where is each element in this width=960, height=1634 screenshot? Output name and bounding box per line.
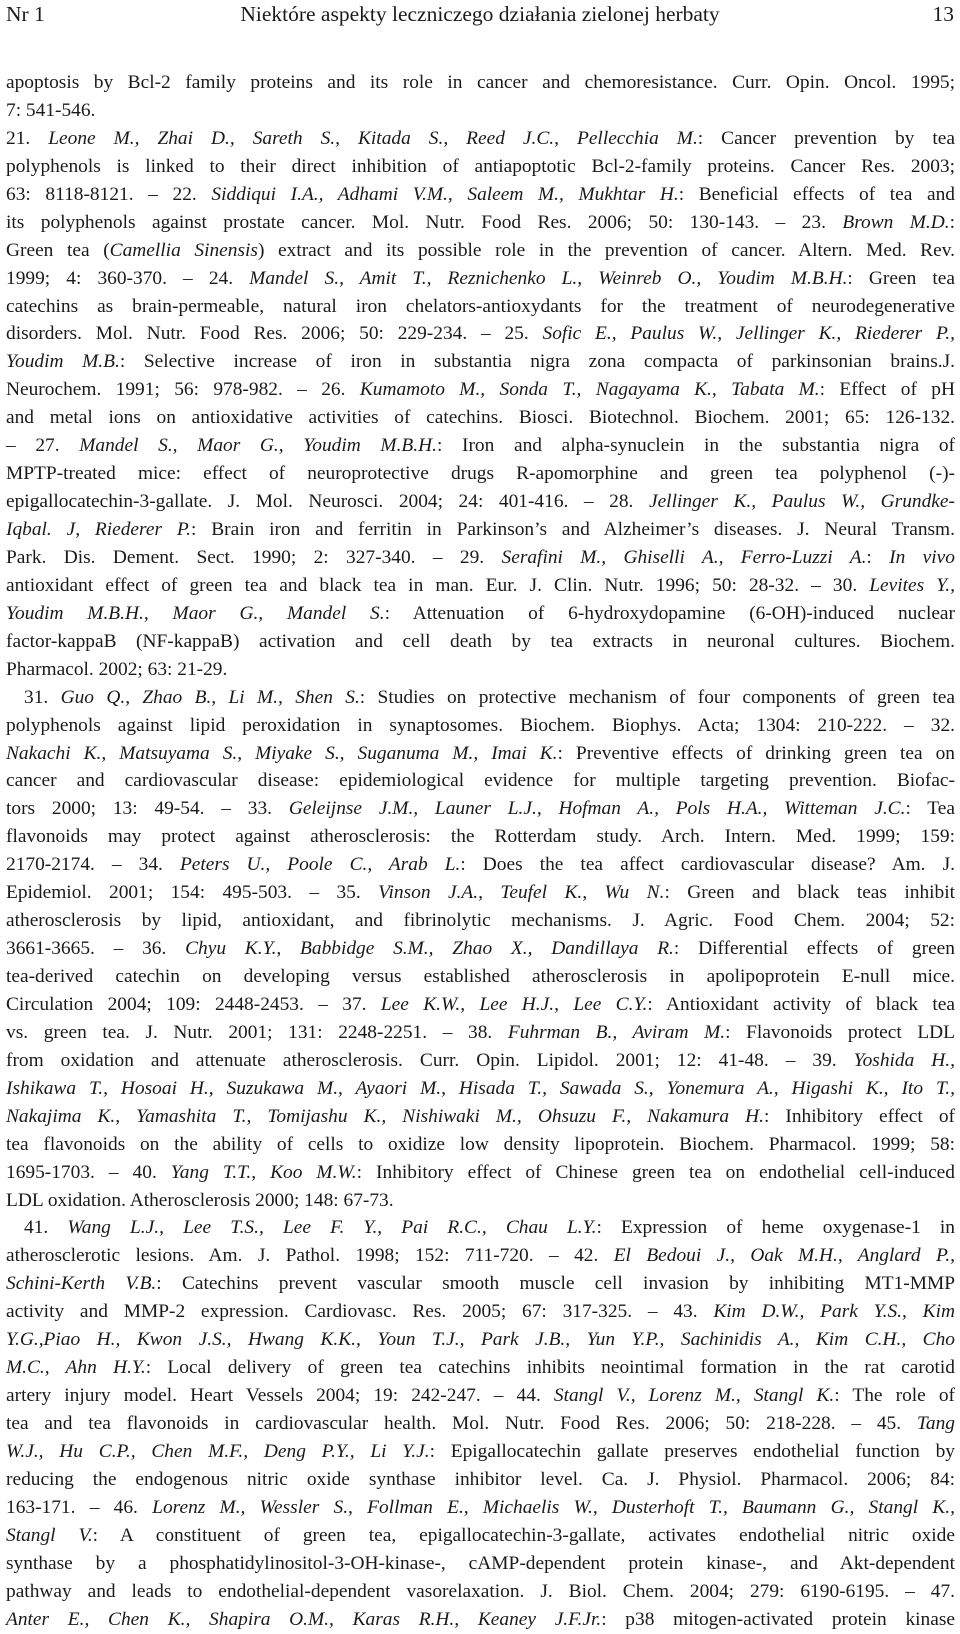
text-segment: cancer and cardiovascular disease: epidemiological evidence for multiple targeting prevention. Biofac- (6, 770, 955, 792)
text-segment: 7: 541-546. (6, 99, 96, 121)
text-line (6, 600, 955, 628)
author-names: Yoshida H., (853, 1049, 955, 1071)
text-segment: : Beneficial effects of tea and (678, 183, 955, 205)
text-segment: tea flavonoids on the ability of cells to oxidize low density lipoprotein. Biochem. Pharmacol. 1999; 58: (6, 1133, 955, 1155)
author-names: Yang T.T., Koo M.W. (170, 1161, 357, 1183)
author-names: M.C., Ahn H.Y. (6, 1357, 146, 1379)
author-names: Fuhrman B., Aviram M. (507, 1021, 726, 1043)
text-segment: : Attenuation of 6-hydroxydopamine (6-OH)-induced nuclear (384, 602, 955, 624)
author-names: Jellinger K., Paulus W., Grundke- (648, 491, 955, 513)
text-segment: : Catechins prevent vascular smooth muscle cell invasion by inhibiting MT1-MMP (156, 1273, 956, 1295)
text-segment: ) extract and its possible role in the prevention of cancer. Altern. Med. Rev. (257, 239, 955, 261)
text-line (6, 265, 955, 293)
author-names: Sofic E., Paulus W., Jellinger K., Riederer P., (542, 323, 955, 345)
text-line (6, 1298, 955, 1326)
text-segment: : Expression of heme oxygenase-1 in (596, 1217, 955, 1239)
author-names: Tang (916, 1413, 955, 1434)
text-segment: antioxidant effect of green tea and black tea in man. Eur. J. Clin. Nutr. 1996; 50: 28-32. – 30. (6, 574, 870, 596)
text-segment: polyphenols against lipid peroxidation in synaptosomes. Biochem. Biophys. Acta; 1304: 210-222. – 32. (6, 714, 955, 736)
author-names: Nakachi K., Matsuyama S., Miyake S., Suganuma M., Imai K. (6, 742, 558, 764)
author-names: El Bedoui J., Oak M.H., Anglard P., (613, 1245, 956, 1267)
text-segment: 2170-2174. – 34. (6, 854, 180, 876)
text-segment: : Green tea (847, 267, 955, 289)
author-names: Guo Q., Zhao B., Li M., Shen S. (60, 686, 360, 708)
text-segment: tors 2000; 13: 49-54. – 33. (6, 798, 289, 820)
text-segment: : Preventive effects of drinking green tea on (557, 742, 956, 764)
text-segment: 41. (24, 1217, 68, 1239)
text-segment: Epidemiol. 2001; 154: 495-503. – 35. (6, 882, 379, 904)
text-line (6, 404, 955, 432)
text-line (6, 851, 955, 879)
text-segment: catechins as brain-permeable, natural iron chelators-antioxydants for the treatment of neurodegenerative (6, 295, 955, 317)
issue-number: Nr 1 (6, 2, 45, 26)
text-segment: tea-derived catechin on developing versus established atherosclerosis in apolipoprotein E-null mice. (6, 966, 955, 987)
text-segment: Circulation 2004; 109: 2448-2453. – 37. (6, 993, 381, 1015)
author-names: Iqbal. J, Riederer P. (6, 519, 192, 540)
author-names: Lee K.W., Lee H.J., Lee C.Y. (380, 993, 648, 1015)
running-title: Niektóre aspekty leczniczego działania zielonej herbaty (240, 2, 720, 26)
text-segment: : Selective increase of iron in substantia nigra zona compacta of parkinsonian brains.J. (119, 351, 955, 373)
text-segment: epigallocatechin-3-gallate. J. Mol. Neurosci. 2004; 24: 401-416. – 28. (6, 491, 649, 513)
text-line (6, 544, 955, 572)
author-names: Leone M., Zhai D., Sareth S., Kitada S., Reed J.C., Pellecchia M. (48, 127, 698, 149)
text-segment: polyphenols is linked to their direct inhibition of antiapoptotic Bcl-2-family proteins. Cancer Res. 2003; (6, 155, 955, 177)
author-names: Mandel S., Amit T., Reznichenko L., Weinreb O., Youdim M.B.H. (249, 267, 848, 289)
text-line (6, 488, 955, 516)
text-line (6, 376, 955, 404)
text-segment: 1999; 4: 360-370. – 24. (6, 267, 250, 289)
author-names: Lorenz M., Wessler S., Follman E., Michaelis W., Dusterhoft T., Baumann G., Stangl K., (152, 1496, 955, 1518)
text-line (6, 1410, 955, 1438)
author-names: Geleijnse J.M., Launer L.J., Hofman A., Pols H.A., Witteman J.C. (288, 798, 906, 820)
text-line (6, 153, 955, 181)
text-line (6, 69, 955, 97)
author-names: Peters U., Poole C., Arab L. (179, 854, 461, 876)
text-segment: : Local delivery of green tea catechins inhibits neointimal formation in the rat carotid (145, 1357, 955, 1379)
text-segment: pathway and leads to endothelial-dependent vasorelaxation. J. Biol. Chem. 2004; 279: 6190-6195. – 47. (6, 1580, 955, 1602)
author-names: Schini-Kerth V.B. (6, 1273, 157, 1295)
text-segment: reducing the endogenous nitric oxide synthase inhibitor level. Ca. J. Physiol. Pharmacol. 2006; 84: (6, 1468, 955, 1490)
text-line (6, 1578, 955, 1606)
author-names: Levites Y., (869, 574, 955, 596)
text-line (6, 1019, 955, 1047)
text-line (6, 1270, 955, 1298)
text-segment: : Antioxidant activity of black tea (647, 993, 955, 1015)
text-segment: : Green and black teas inhibit (664, 882, 956, 904)
text-line (6, 460, 955, 488)
text-line (6, 935, 955, 963)
author-names: Stangl V. (6, 1524, 93, 1546)
text-line (6, 181, 955, 209)
author-names: Stangl V., Lorenz M., Stangl K. (553, 1385, 835, 1407)
text-segment: : Differential effects of green (673, 938, 955, 960)
author-names: Youdim M.B. (6, 351, 120, 373)
text-line (6, 1326, 955, 1354)
text-segment: : Cancer prevention by tea (697, 127, 955, 149)
text-segment: synthase by a phosphatidylinositol-3-OH-kinase-, cAMP-dependent protein kinase-, and Akt-dependent (6, 1552, 955, 1574)
text-line (6, 1242, 955, 1270)
text-line (6, 1187, 955, 1215)
text-segment: vs. green tea. J. Nutr. 2001; 131: 2248-2251. – 38. (6, 1021, 508, 1043)
text-segment: : Brain iron and ferritin in Parkinson’s and Alzheimer’s diseases. J. Neural Transm. (191, 519, 955, 540)
text-segment: artery injury model. Heart Vessels 2004; 19: 242-247. – 44. (6, 1385, 554, 1407)
text-line (6, 1438, 955, 1466)
author-names: Camellia Sinensis (109, 239, 258, 261)
author-names: Wang L.J., Lee T.S., Lee F. Y., Pai R.C., Chau L.Y. (67, 1217, 597, 1239)
text-segment: Green tea ( (6, 239, 110, 261)
text-line (6, 879, 955, 907)
text-line (6, 1131, 955, 1159)
text-line (6, 1382, 955, 1410)
text-segment: : Studies on protective mechanism of four components of green tea (359, 686, 955, 708)
text-line (6, 125, 955, 153)
text-line (6, 516, 955, 544)
text-segment: : (866, 546, 890, 568)
text-segment: Neurochem. 1991; 56: 978-982. – 26. (6, 379, 360, 401)
text-segment: factor-kappaB (NF-kappaB) activation and cell death by tea extracts in neuronal cultures. Biochem. (6, 630, 955, 652)
author-names: Mandel S., Maor G., Youdim M.B.H. (79, 435, 437, 457)
text-line (6, 684, 955, 712)
running-header (6, 2, 954, 30)
text-line (6, 209, 955, 237)
text-segment: – 27. (6, 435, 80, 457)
reference-list (6, 69, 955, 1634)
text-segment: 31. (24, 686, 61, 708)
text-segment: LDL oxidation. Atherosclerosis 2000; 148: 67-73. (6, 1189, 394, 1211)
text-segment: : The role of (834, 1385, 955, 1407)
text-segment: from oxidation and attenuate atherosclerosis. Curr. Opin. Lipidol. 2001; 12: 41-48. – 39. (6, 1049, 854, 1071)
text-segment: tea and tea flavonoids in cardiovascular health. Mol. Nutr. Food Res. 2006; 50: 218-228. – 45. (6, 1413, 917, 1434)
author-names: Serafini M., Ghiselli A., Ferro-Luzzi A. (501, 546, 867, 568)
text-segment: : Does the tea affect cardiovascular disease? Am. J. (460, 854, 955, 876)
text-line (6, 1354, 955, 1382)
text-segment: 163-171. – 46. (6, 1496, 153, 1518)
author-names: Anter E., Chen K., Shapira O.M., Karas R.H., Keaney J.F.Jr. (6, 1608, 602, 1630)
text-segment: its polyphenols against prostate cancer. Mol. Nutr. Food Res. 2006; 50: 130-143. – 23. (6, 211, 843, 233)
text-segment: flavonoids may protect against atherosclerosis: the Rotterdam study. Arch. Intern. Med. 1999; 159: (6, 826, 955, 848)
text-line (6, 963, 955, 991)
text-segment: : A constituent of green tea, epigallocatechin-3-gallate, activates endothelial nitric oxide (92, 1524, 955, 1546)
text-line (6, 1103, 955, 1131)
text-line (6, 740, 955, 768)
text-segment: disorders. Mol. Nutr. Food Res. 2006; 50: 229-234. – 25. (6, 323, 543, 345)
author-names: Vinson J.A., Teufel K., Wu N. (378, 882, 665, 904)
text-line (6, 320, 955, 348)
text-segment: 63: 8118-8121. – 22. (6, 183, 212, 205)
page-number: 13 (932, 2, 954, 26)
text-segment: : Inhibitory effect of (763, 1105, 955, 1127)
text-line (6, 1522, 955, 1550)
text-line (6, 1047, 955, 1075)
text-line (6, 907, 955, 935)
text-line (6, 628, 955, 656)
text-segment: atherosclerotic lesions. Am. J. Pathol. 1998; 152: 711-720. – 42. (6, 1245, 614, 1267)
text-segment: and metal ions on antioxidative activities of catechins. Biosci. Biotechnol. Biochem. 2001; 65: 126-132. (6, 407, 955, 429)
text-segment: : Effect of pH (819, 379, 955, 401)
text-segment: 3661-3665. – 36. (6, 938, 186, 960)
author-names: Y.G.,Piao H., Kwon J.S., Hwang K.K., Youn T.J., Park J.B., Yun Y.P., Sachinidis A., Kim C.H., Cho (6, 1329, 955, 1351)
text-line (6, 1550, 955, 1578)
author-names: Ishikawa T., Hosoai H., Suzukawa M., Ayaori M., Hisada T., Sawada S., Yonemura A., Higashi K., Ito T., (6, 1077, 955, 1099)
text-line (6, 1214, 955, 1242)
text-line (6, 1606, 955, 1634)
text-line (6, 1159, 955, 1187)
text-line (6, 795, 955, 823)
text-line (6, 712, 955, 740)
text-segment: : (949, 211, 956, 233)
author-names: In vivo (889, 546, 955, 568)
text-segment: : Inhibitory effect of Chinese green tea on endothelial cell-induced (356, 1161, 955, 1183)
text-segment: : Tea (905, 798, 955, 820)
text-line (6, 767, 955, 795)
author-names: Brown M.D. (842, 211, 950, 233)
text-segment: Park. Dis. Dement. Sect. 1990; 2: 327-340. – 29. (6, 546, 502, 568)
text-segment: activity and MMP-2 expression. Cardiovasc. Res. 2005; 67: 317-325. – 43. (6, 1301, 714, 1323)
text-segment: apoptosis by Bcl-2 family proteins and its role in cancer and chemoresistance. Curr. Opin. Oncol. 1995; (6, 72, 955, 93)
text-line (6, 823, 955, 851)
text-line (6, 97, 955, 125)
author-names: Siddiqui I.A., Adhami V.M., Saleem M., Mukhtar H. (211, 183, 679, 205)
author-names: W.J., Hu C.P., Chen M.F., Deng P.Y., Li Y.J. (6, 1440, 430, 1462)
text-line (6, 432, 955, 460)
text-line (6, 991, 955, 1019)
text-segment: 1695-1703. – 40. (6, 1161, 171, 1183)
author-names: Nakajima K., Yamashita T., Tomijashu K., Nishiwaki M., Ohsuzu F., Nakamura H. (6, 1105, 764, 1127)
text-line (6, 1466, 955, 1494)
text-line (6, 656, 955, 684)
text-line (6, 1494, 955, 1522)
text-line (6, 237, 955, 265)
text-segment: 21. (6, 127, 49, 149)
text-segment: atherosclerosis by lipid, antioxidant, and fibrinolytic mechanisms. J. Agric. Food Chem. 2004; 52: (6, 910, 955, 932)
author-names: Kim D.W., Park Y.S., Kim (713, 1301, 955, 1323)
text-segment: : p38 mitogen-activated protein kinase (601, 1608, 955, 1630)
text-line (6, 572, 955, 600)
author-names: Chyu K.Y., Babbidge S.M., Zhao X., Dandillaya R. (185, 938, 674, 960)
text-line (6, 348, 955, 376)
text-segment: : Flavonoids protect LDL (725, 1021, 956, 1043)
text-segment: : Iron and alpha-synuclein in the substantia nigra of (436, 435, 955, 457)
text-segment: Pharmacol. 2002; 63: 21-29. (6, 658, 228, 680)
author-names: Youdim M.B.H., Maor G., Mandel S. (6, 602, 385, 624)
author-names: Kumamoto M., Sonda T., Nagayama K., Tabata M. (359, 379, 820, 401)
text-segment: MPTP-treated mice: effect of neuroprotective drugs R-apomorphine and green tea polyphenol (-)- (6, 463, 955, 485)
text-line (6, 1075, 955, 1103)
text-line (6, 293, 955, 321)
text-segment: : Epigallocatechin gallate preserves endothelial function by (429, 1440, 955, 1462)
